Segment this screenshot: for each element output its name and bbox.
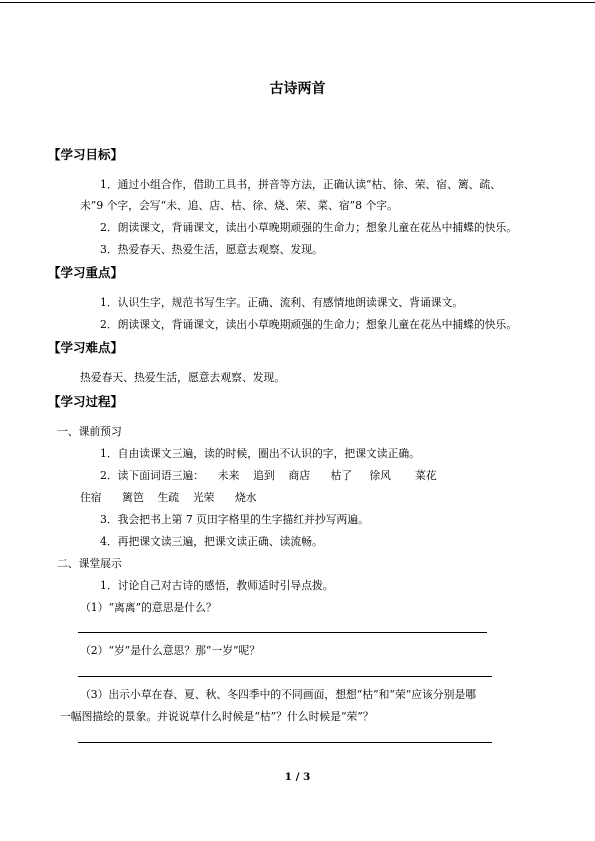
- goals-item-1-line-2: 未”9 个字，会写“未、追、店、枯、徐、烧、荣、菜、宿”8 个字。: [80, 199, 398, 212]
- answer-line-1[interactable]: [78, 632, 487, 633]
- difficulties-item-1: 热爱春天、热爱生活，愿意去观察、发现。: [80, 371, 286, 384]
- keypoints-item-2: 2．朗读课文，背诵课文，读出小草晚期顽强的生命力；想象儿童在花丛中捕蝶的快乐。: [100, 318, 518, 331]
- answer-line-2[interactable]: [78, 676, 492, 677]
- part1-item-2-line-1: 2．读下面词语三遍： 未来 追到 商店 枯了 徐风 菜花: [100, 469, 437, 482]
- part1-item-4: 4．再把课文读三遍，把课文读正确、读流畅。: [100, 535, 323, 548]
- question-1: （1）“离离”的意思是什么？: [80, 601, 217, 614]
- goals-heading: 【学习目标】: [48, 147, 124, 162]
- part2-heading: 二、课堂展示: [57, 557, 122, 570]
- page-number: 1 / 3: [284, 771, 311, 783]
- part2-item-1: 1．讨论自己对古诗的感悟，教师适时引导点拨。: [100, 579, 334, 592]
- part1-item-3: 3．我会把书上第 7 页田字格里的生字描红并抄写两遍。: [100, 513, 369, 526]
- part1-heading: 一、课前预习: [57, 425, 122, 438]
- goals-item-3: 3．热爱春天、热爱生活，愿意去观察、发现。: [100, 243, 323, 256]
- question-2: （2）“岁”是什么意思？那“一岁”呢？: [80, 644, 261, 657]
- part1-item-1: 1．自由读课文三遍，读的时候，圈出不认识的字，把课文读正确。: [100, 447, 420, 460]
- page-title: 古诗两首: [269, 81, 326, 97]
- keypoints-heading: 【学习重点】: [48, 265, 124, 280]
- answer-line-3[interactable]: [78, 742, 492, 743]
- part1-item-2-line-2: 住宿 篱笆 生疏 光荣 烧水: [80, 491, 257, 504]
- top-rule: [0, 2, 595, 3]
- difficulties-heading: 【学习难点】: [48, 340, 124, 355]
- process-heading: 【学习过程】: [48, 394, 124, 409]
- goals-item-2: 2．朗读课文，背诵课文，读出小草晚期顽强的生命力；想象儿童在花丛中捕蝶的快乐。: [100, 221, 518, 234]
- question-3-line-2: 一幅图描绘的景象。并说说草什么时候是“枯”？什么时候是“荣”？: [60, 710, 374, 723]
- keypoints-item-1: 1．认识生字，规范书写生字。正确、流利、有感情地朗读课文、背诵课文。: [100, 296, 464, 309]
- question-3-line-1: （3）出示小草在春、夏、秋、冬四季中的不同画面，想想“枯”和“荣”应该分别是哪: [80, 688, 477, 701]
- goals-item-1-line-1: 1．通过小组合作，借助工具书，拼音等方法，正确认读“枯、徐、荣、宿、篱、疏、: [100, 178, 502, 191]
